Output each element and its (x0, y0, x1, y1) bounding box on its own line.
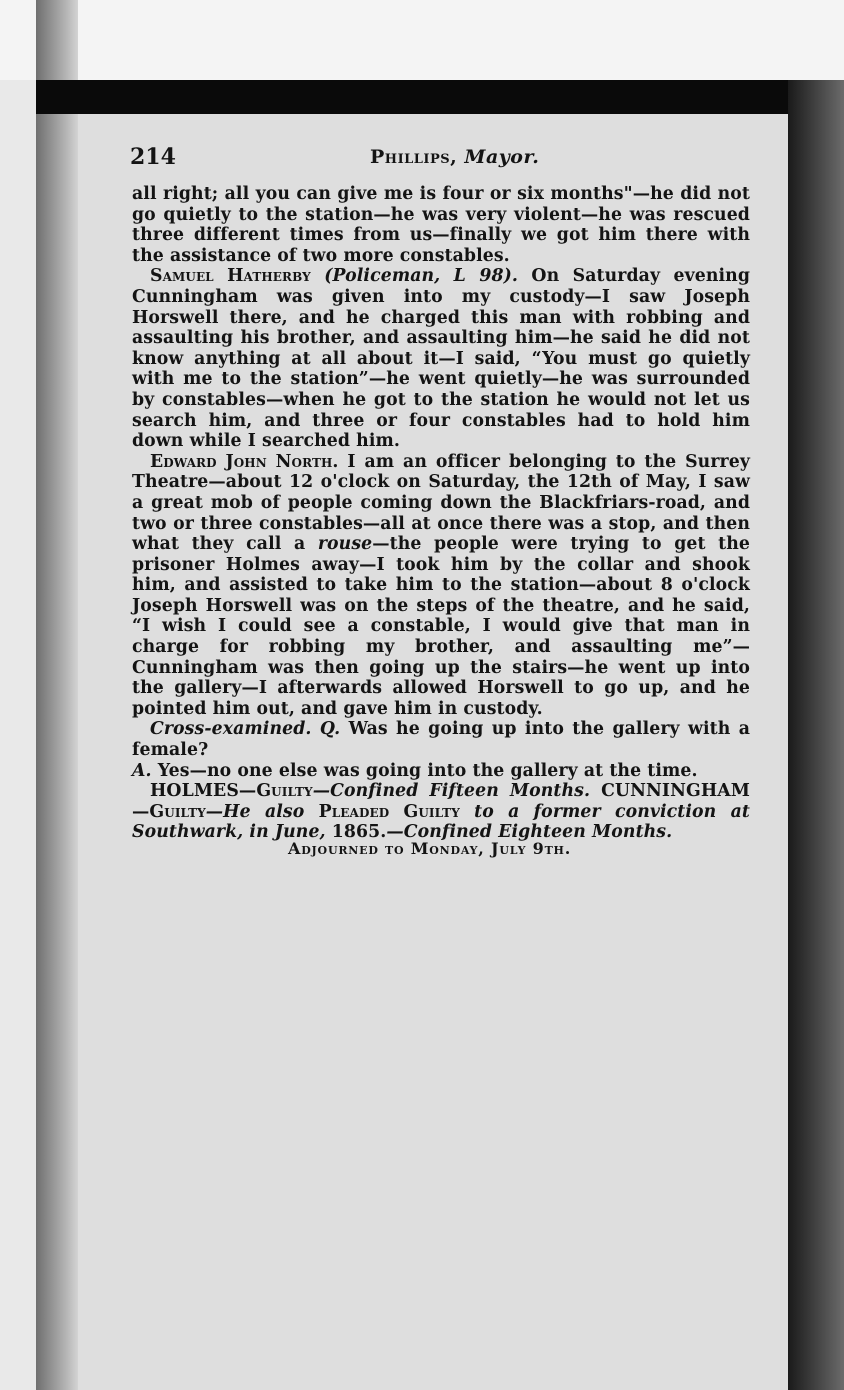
dash: — (132, 801, 150, 822)
testimony-text: On Saturday evening Cunningham was given into my custody—I saw Joseph Horswell there, and he charged this man with robbing and assaulting his brother, and assaulting him—he said he did not know anything at all about it—I said, “You must go quietly with me to the station”—he went quietly—he was surrounded by constables—when he got to the station he would not let us search him, and three or four constables had to hold him down while I searched him. (132, 266, 751, 452)
paragraph-cross-examined (132, 719, 750, 760)
body-text (132, 184, 750, 843)
verdict: Guilty (149, 801, 206, 822)
question-text: Was he going up into the gallery with a female? (132, 719, 751, 761)
dash: — (238, 781, 257, 802)
cross-examined-label: Cross-examined. (150, 719, 312, 740)
paragraph-verdict (132, 781, 750, 843)
italic-word: rouse (317, 534, 373, 555)
paragraph-north (132, 452, 750, 720)
pleaded-guilty: Pleaded Guilty (318, 801, 460, 822)
scan-border-right (788, 80, 844, 1390)
former-conviction: to a former conviction at Southwark, in June, (132, 801, 750, 843)
book-page (78, 114, 788, 1390)
running-head (370, 146, 539, 168)
running-head-title: Mayor. (464, 146, 540, 168)
speaker-role: (Policeman, L 98). (324, 266, 518, 287)
scan-border-top (36, 80, 844, 114)
sentence: —Confined Eighteen Months. (386, 822, 673, 843)
defendant-name: CUNNINGHAM (601, 781, 750, 802)
speaker-name: Samuel Hatherby (150, 266, 311, 287)
sentence: —Confined Fifteen Months. (312, 781, 591, 802)
speaker-name: Edward John North. (150, 451, 339, 472)
adjourned-notice: Adjourned to Monday, July 9th. (288, 839, 572, 858)
answer-marker: A. (132, 760, 152, 781)
paragraph-hatherby (132, 266, 750, 451)
binding-edge (36, 0, 78, 1390)
answer-text: Yes—no one else was going into the gallery at the time. (157, 760, 698, 781)
top-margin (0, 0, 844, 80)
defendant-name: HOLMES (150, 781, 239, 802)
verdict: Guilty (256, 781, 313, 802)
testimony-text: I am an officer belonging to the Surrey Theatre—about 12 o'clock on Saturday, the 12th of May, I saw a great mob of people coming down the Blackfriars-road, and two or three constables—all at once there was a stop, and then what they call a (132, 451, 750, 555)
testimony-text: —the people were trying to get the prisoner Holmes away—I took him by the collar and shook him, and assisted to take him to the station—about 8 o'clock Joseph Horswell was on the steps of the theatre, and he said, “I wish I could see a constable, I would give that man in charge for robbing my brother, and assaulting me”—Cunningham was then going up the stairs—he went up into the gallery—I afterwards allowed Horswell to go up, and he pointed him out, and gave him in custody. (132, 534, 750, 719)
running-head-name: Phillips, (370, 146, 458, 168)
page-number: 214 (130, 144, 176, 170)
question-marker: Q. (319, 719, 341, 740)
conviction-year: 1865. (331, 822, 387, 843)
paragraph-1: all right; all you can give me is four or six months"—he did not go quietly to the station—he was very violent—he was rescued three different times from us—finally we got him there with the assistance of two more constables. (132, 184, 750, 266)
paragraph-answer (132, 761, 750, 782)
verdict-note: —He also (205, 801, 305, 822)
page-header (130, 144, 770, 178)
